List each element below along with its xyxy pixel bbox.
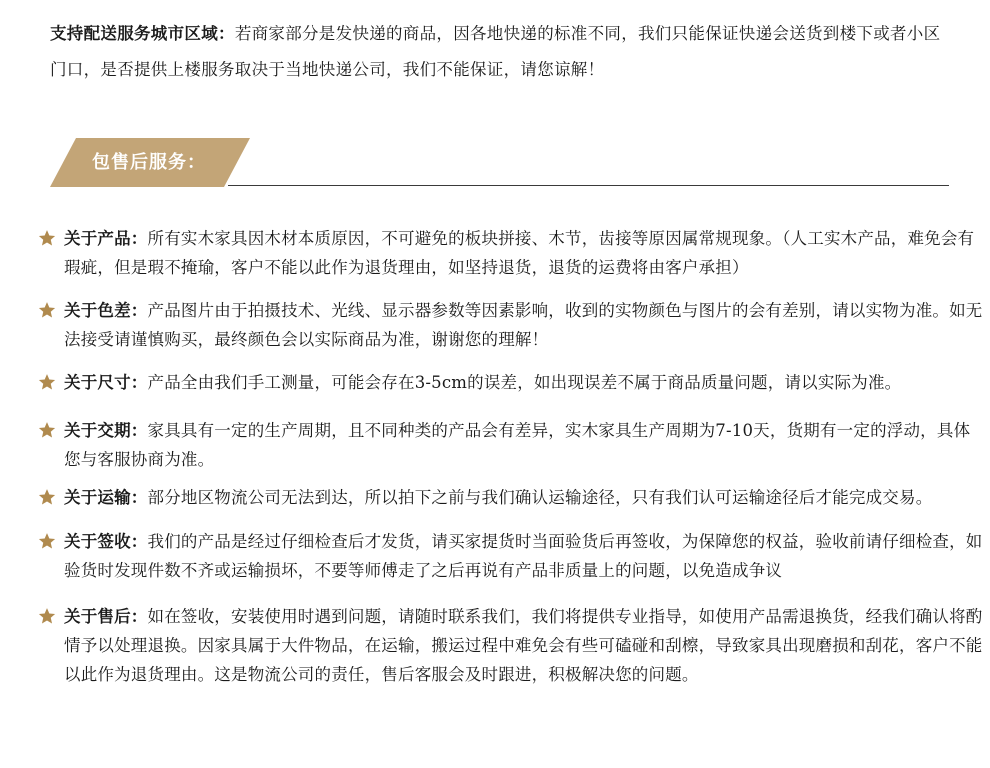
policy-item-signing bbox=[38, 527, 983, 585]
section-divider bbox=[228, 185, 949, 186]
delivery-notice bbox=[50, 16, 950, 88]
delivery-notice-text: 若商家部分是发快递的商品，因各地快递的标准不同，我们只能保证快递会送货到楼下或者小区门口，是否提供上楼服务取决于当地快递公司，我们不能保证，请您谅解！ bbox=[50, 24, 941, 79]
policy-text: 家具具有一定的生产周期，且不同种类的产品会有差异，实木家具生产周期为7-10天，货期有一定的浮动，具体您与客服协商为准。 bbox=[64, 421, 971, 469]
policy-label: 关于交期： bbox=[64, 421, 148, 440]
policy-item-color bbox=[38, 296, 983, 354]
star-icon bbox=[38, 488, 56, 506]
star-icon bbox=[38, 607, 56, 625]
policy-item-shipping bbox=[38, 483, 983, 512]
policy-text: 部分地区物流公司无法到达，所以拍下之前与我们确认运输途径，只有我们认可运输途径后才能完成交易。 bbox=[147, 488, 933, 507]
policy-text: 产品图片由于拍摄技术、光线、显示器参数等因素影响，收到的实物颜色与图片的会有差别，请以实物为准。如无法接受请谨慎购买，最终颜色会以实际商品为准，谢谢您的理解！ bbox=[64, 301, 983, 349]
policy-label: 关于尺寸： bbox=[64, 373, 148, 392]
policy-item-size bbox=[38, 368, 983, 397]
delivery-notice-label: 支持配送服务城市区域： bbox=[50, 24, 235, 43]
policy-label: 关于产品： bbox=[64, 229, 148, 248]
star-icon bbox=[38, 301, 56, 319]
policy-label: 关于签收： bbox=[64, 532, 148, 551]
star-icon bbox=[38, 421, 56, 439]
policy-text: 所有实木家具因木材本质原因，不可避免的板块拼接、木节，齿接等原因属常规现象。（人工实木产品，难免会有瑕疵，但是瑕不掩瑜，客户不能以此作为退货理由，如坚持退货，退货的运费将由客户承担） bbox=[64, 229, 975, 277]
policy-text: 如在签收，安装使用时遇到问题，请随时联系我们，我们将提供专业指导，如使用产品需退换货，经我们确认将酌情予以处理退换。因家具属于大件物品，在运输，搬运过程中难免会有些可磕碰和刮檫，导致家具出现磨损和刮花，客户不能以此作为退货理由。这是物流公司的责任，售后客服会及时跟进，积极解决您的问题。 bbox=[64, 607, 983, 684]
policy-list bbox=[38, 224, 983, 689]
policy-text: 产品全由我们手工测量，可能会存在3-5cm的误差，如出现误差不属于商品质量问题，请以实际为准。 bbox=[147, 373, 902, 392]
policy-label: 关于售后： bbox=[64, 607, 148, 626]
policy-item-product bbox=[38, 224, 983, 282]
section-title: 包售后服务： bbox=[92, 152, 206, 173]
policy-text: 我们的产品是经过仔细检查后才发货，请买家提货时当面验货后再签收，为保障您的权益，验收前请仔细检查，如验货时发现件数不齐或运输损坏，不要等师傅走了之后再说有产品非质量上的问题，以免造成争议 bbox=[64, 532, 983, 580]
star-icon bbox=[38, 373, 56, 391]
star-icon bbox=[38, 532, 56, 550]
section-header-after-sales bbox=[50, 138, 950, 188]
star-icon bbox=[38, 229, 56, 247]
policy-item-delivery-time bbox=[38, 416, 983, 474]
policy-label: 关于运输： bbox=[64, 488, 148, 507]
policy-item-after-sales bbox=[38, 602, 983, 689]
policy-label: 关于色差： bbox=[64, 301, 148, 320]
section-tab bbox=[50, 138, 250, 187]
